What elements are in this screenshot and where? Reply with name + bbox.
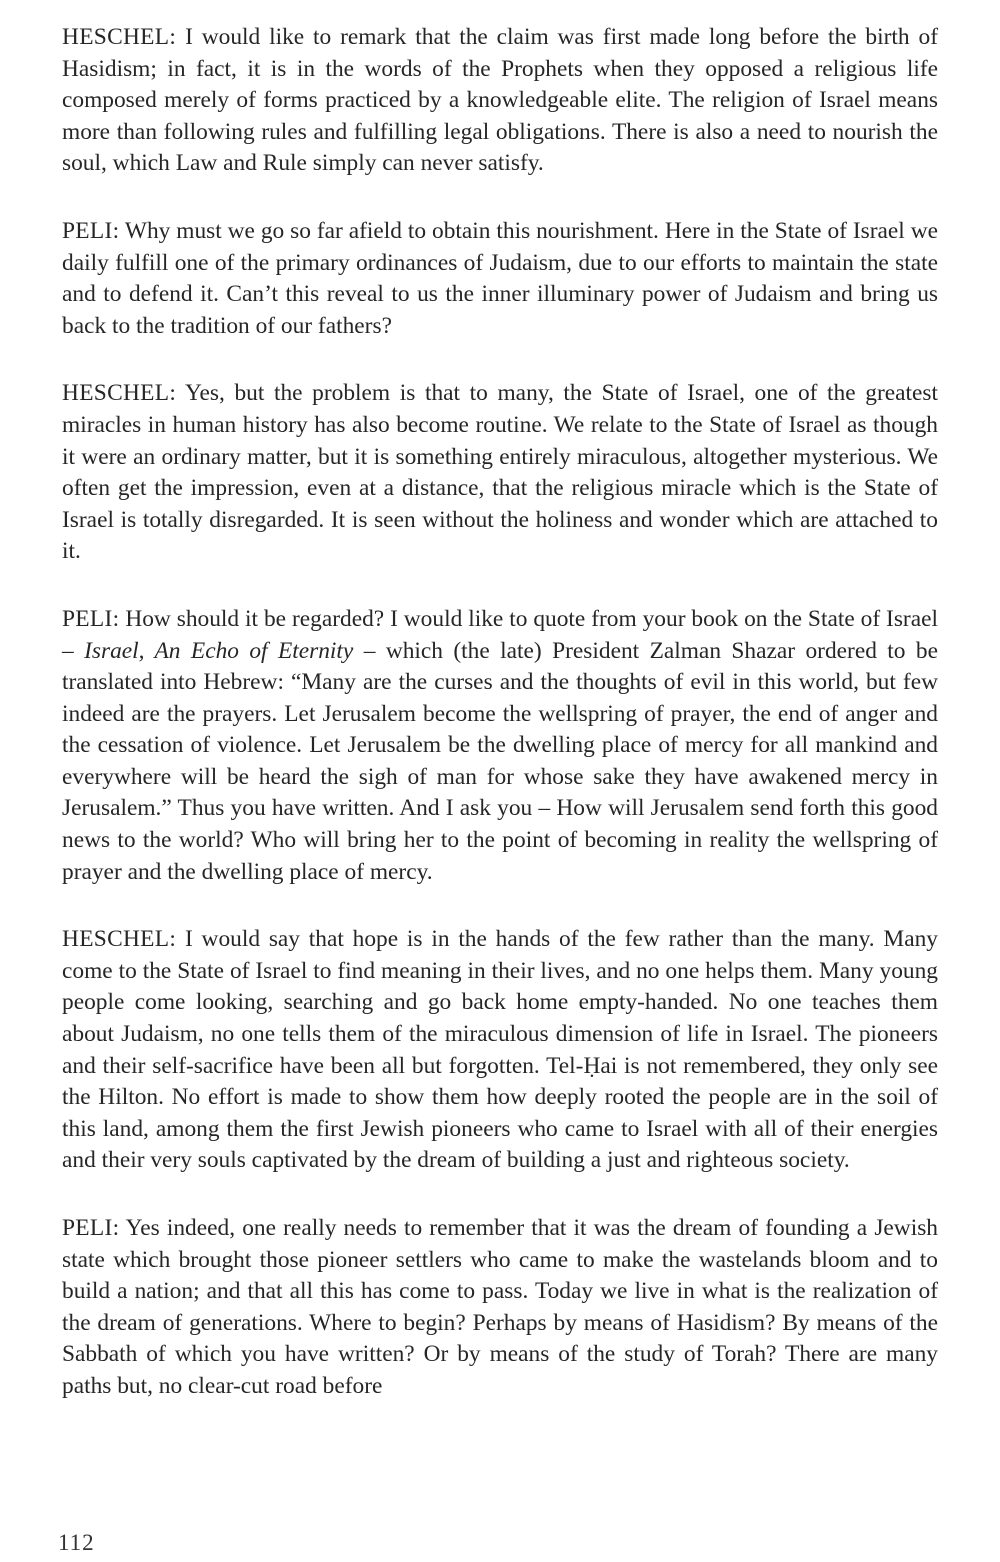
paragraph-text: – which (the late) President Zalman Shazar ordered to be translated into Hebrew: “Many are the curses and the thoughts of evil in this world, but few indeed are the prayers. Let Jerusalem become the wellspring of prayer, the end of anger and the cessation of violence. Let Jerusalem be the dwelling place of mercy for all mankind and everywhere will be heard the sigh of man for whose sake they have awakened mercy in Jerusalem.” Thus you have written. And I ask you – How will Jerusalem send forth this good news to the world? Who will bring her to the point of becoming in reality the wellspring of prayer and the dwelling place of mercy. — [62, 637, 938, 885]
book-title: Israel, An Echo of Eternity — [84, 637, 354, 664]
page-number: 112 — [58, 1530, 95, 1555]
speaker-label: PELI: — [62, 217, 120, 244]
paragraph-text: How should it be regarded? I would like to quote from your book on the State of Israel – — [62, 605, 938, 664]
speaker-label: PELI: — [62, 1215, 120, 1241]
paragraph-text: I would say that hope is in the hands of the few rather than the many. Many come to the State of Israel to find meaning in their lives, and no one helps them. Many young people come looking, searching and go back home empty-handed. No one teaches them about Judaism, no one tells them of the miraculous dimension of life in Israel. The pioneers and their self-sacrifice have been all but forgotten. Tel-Ḥai is not remembered, they only see the Hilton. No effort is made to show them how deeply rooted the people are in the soil of this land, among them the first Jewish pioneers who came to Israel with all of their energies and their very souls captivated by the dream of building a just and righteous society. — [62, 926, 938, 1174]
speaker-label: PELI: — [62, 605, 120, 632]
speaker-label: HESCHEL: — [62, 24, 177, 50]
paragraph-heschel-3 — [62, 924, 938, 1177]
paragraph-heschel-2 — [62, 378, 938, 568]
paragraph-peli-3 — [62, 1213, 938, 1403]
paragraph-peli-1 — [62, 216, 938, 342]
paragraph-peli-2 — [62, 604, 938, 888]
speaker-label: HESCHEL: — [62, 926, 177, 953]
page-body — [62, 22, 938, 1403]
paragraph-text: I would like to remark that the claim was first made long before the birth of Hasidism; in fact, it is in the words of the Prophets when they opposed a religious life composed merely of forms practiced by a knowledgeable elite. The religion of Israel means more than following rules and fulfilling legal obligations. There is also a need to nourish the soul, which Law and Rule simply can never satisfy. — [62, 24, 938, 177]
paragraph-text: Yes indeed, one really needs to remember that it was the dream of founding a Jewish state which brought those pioneer settlers who came to make the wastelands bloom and to build a nation; and that all this has come to pass. Today we live in what is the realization of the dream of generations. Where to begin? Perhaps by means of Hasidism? By means of the Sabbath of which you have written? Or by means of the study of Torah? There are many paths but, no clear-cut road before — [62, 1215, 938, 1399]
paragraph-heschel-1 — [62, 22, 938, 180]
paragraph-text: Yes, but the problem is that to many, the State of Israel, one of the greatest miracles in human history has also become routine. We relate to the State of Israel as though it were an ordinary matter, but it is something entirely miraculous, altogether mysterious. We often get the impression, even at a distance, that the religious miracle which is the State of Israel is totally disregarded. It is seen without the holiness and wonder which are attached to it. — [62, 380, 938, 565]
paragraph-text: Why must we go so far afield to obtain this nourishment. Here in the State of Israel we daily fulfill one of the primary ordinances of Judaism, due to our efforts to maintain the state and to defend it. Can’t this reveal to us the inner illuminary power of Judaism and bring us back to the tradition of our fathers? — [62, 217, 938, 339]
speaker-label: HESCHEL: — [62, 380, 177, 407]
